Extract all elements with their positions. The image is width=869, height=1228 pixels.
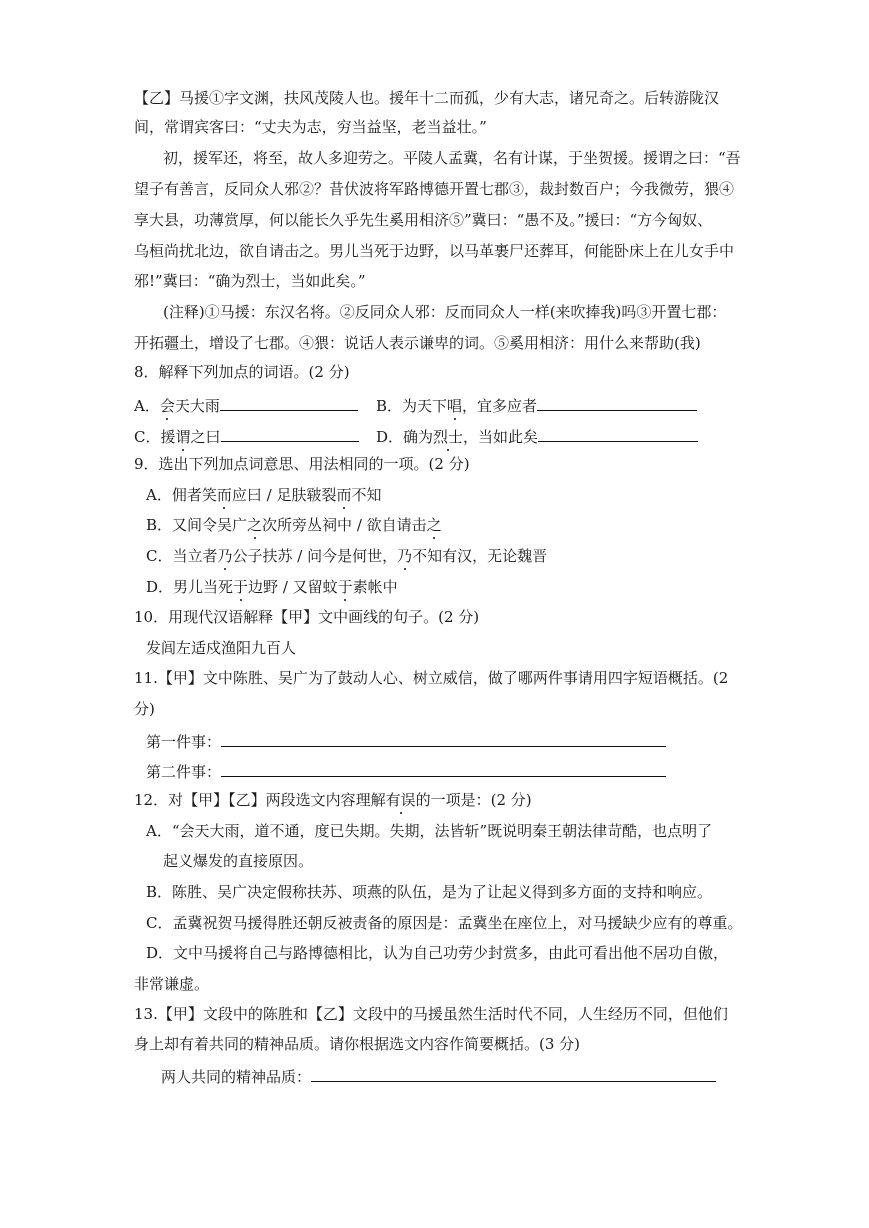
passage-line: 享大县，功薄赏厚，何以能长久乎先生奚用相济⑤”冀曰：“愚不及。”援曰：“方今匈奴、 (134, 211, 713, 229)
dotted-word: 谓 (175, 428, 191, 446)
dotted-word: 而 (336, 486, 352, 504)
dotted-word: 乃 (397, 547, 413, 565)
annotation-line: 开拓疆土，增设了七郡。④猥：说话人表示谦卑的词。⑤奚用相济：用什么来帮助(我) (134, 334, 701, 352)
q12-option-d-cont: 非常谦虚。 (134, 975, 210, 993)
dotted-word: 有误 (385, 791, 416, 809)
dotted-word: 之 (426, 516, 442, 534)
passage-line: 乌桓尚扰北边，欲自请击之。男儿当死于边野，以马革裹尸还葬耳，何能卧床上在儿女手中 (134, 242, 735, 260)
annotation-line: (注释)①马援：东汉名将。②反同众人邪：反而同众人一样(来吹捧我)吗③开置七郡： (163, 303, 727, 321)
q12-option-d[interactable]: D．文中马援将自己与路博德相比，认为自己功劳少封赏多，由此可看出他不居功自傲， (146, 944, 729, 962)
dotted-word: 唱 (447, 397, 463, 415)
q12-option-b[interactable]: B．陈胜、吴广决定假称扶苏、项燕的队伍，是为了让起义得到多方面的支持和响应。 (146, 883, 713, 901)
question-10-stem: 10．用现代汉语解释【甲】文中画线的句子。(2 分) (134, 608, 480, 626)
q12-option-a[interactable]: A．“会天大雨，道不通，度已失期。失期，法皆斩”既说明秦王朝法律苛酷，也点明了 (146, 822, 713, 840)
dotted-word: 烈士 (433, 428, 464, 446)
passage-line: 间，常谓宾客曰：“丈夫为志，穷当益坚，老当益壮。” (134, 118, 487, 136)
q11-first-answer: 第一件事： (146, 730, 666, 752)
q9-option-a[interactable]: A．佣者笑而应曰 / 足肤皲裂而不知 (146, 486, 382, 504)
question-13-stem: 13.【甲】文段中的陈胜和【乙】文段中的马援虽然生活时代不同，人生经历不同，但他们 (134, 1005, 728, 1023)
q8-option-a: A．会天大雨 (134, 394, 358, 416)
answer-blank[interactable] (221, 730, 666, 747)
dotted-word: 之 (247, 516, 263, 534)
answer-blank[interactable] (221, 760, 666, 777)
q10-sentence: 发闾左适戍渔阳九百人 (146, 639, 297, 657)
passage-line: 初，援军还，将至，故人多迎劳之。平陵人孟冀，名有计谋，于坐贺援。援谓之曰：“吾 (163, 149, 741, 167)
answer-blank[interactable] (220, 394, 358, 411)
dotted-word: 而 (216, 486, 232, 504)
passage-line: 望子有善言，反同众人邪②？昔伏波将军路博德开置七郡③，裁封数百户；今我微劳，猥④ (134, 180, 735, 198)
dotted-word: 会 (159, 397, 175, 415)
question-12-stem: 12．对【甲】【乙】两段选文内容理解有误的一项是：(2 分) (134, 791, 532, 809)
answer-blank[interactable] (537, 394, 697, 411)
q12-option-a-cont: 起义爆发的直接原因。 (163, 852, 314, 870)
question-9-stem: 9．选出下列加点词意思、用法相同的一项。(2 分) (134, 455, 470, 473)
q8-option-c: C．援谓之曰 (134, 425, 359, 447)
q13-answer: 两人共同的精神品质： (161, 1065, 716, 1087)
question-11-stem: 11.【甲】文中陈胜、吴广为了鼓动人心、树立威信，做了哪两件事请用四字短语概括。(2 (134, 669, 729, 687)
question-13-stem: 身上却有着共同的精神品质。请你根据选文内容作简要概括。(3 分) (134, 1035, 581, 1053)
question-8-stem: 8．解释下列加点的词语。(2 分) (134, 363, 350, 381)
answer-blank[interactable] (221, 425, 359, 442)
q8-option-d: D．确为烈士，当如此矣 (376, 425, 698, 447)
q8-option-b: B．为天下唱，宜多应者 (376, 394, 697, 416)
answer-blank[interactable] (311, 1065, 716, 1082)
dotted-word: 乃 (217, 547, 233, 565)
q11-second-answer: 第二件事： (146, 760, 666, 782)
passage-line: 邪!”冀曰：“确为烈士，当如此矣。” (134, 272, 366, 290)
dotted-word: 于 (337, 578, 353, 596)
q9-option-b[interactable]: B．又间令吴广之次所旁丛祠中 / 欲自请击之 (146, 516, 442, 534)
q9-option-c[interactable]: C．当立者乃公子扶苏 / 问今是何世，乃不知有汉，无论魏晋 (146, 547, 548, 565)
q9-option-d[interactable]: D．男儿当死于边野 / 又留蚊于素帐中 (146, 578, 398, 596)
dotted-word: 于 (233, 578, 249, 596)
question-11-stem: 分) (134, 700, 155, 718)
passage-line: 【乙】马援①字文渊，扶风茂陵人也。援年十二而孤，少有大志，诸兄奇之。后转游陇汉 (134, 89, 720, 107)
answer-blank[interactable] (538, 425, 698, 442)
q12-option-c[interactable]: C．孟冀祝贺马援得胜还朝反被责备的原因是：孟冀坐在座位上，对马援缺少应有的尊重。 (146, 914, 743, 932)
